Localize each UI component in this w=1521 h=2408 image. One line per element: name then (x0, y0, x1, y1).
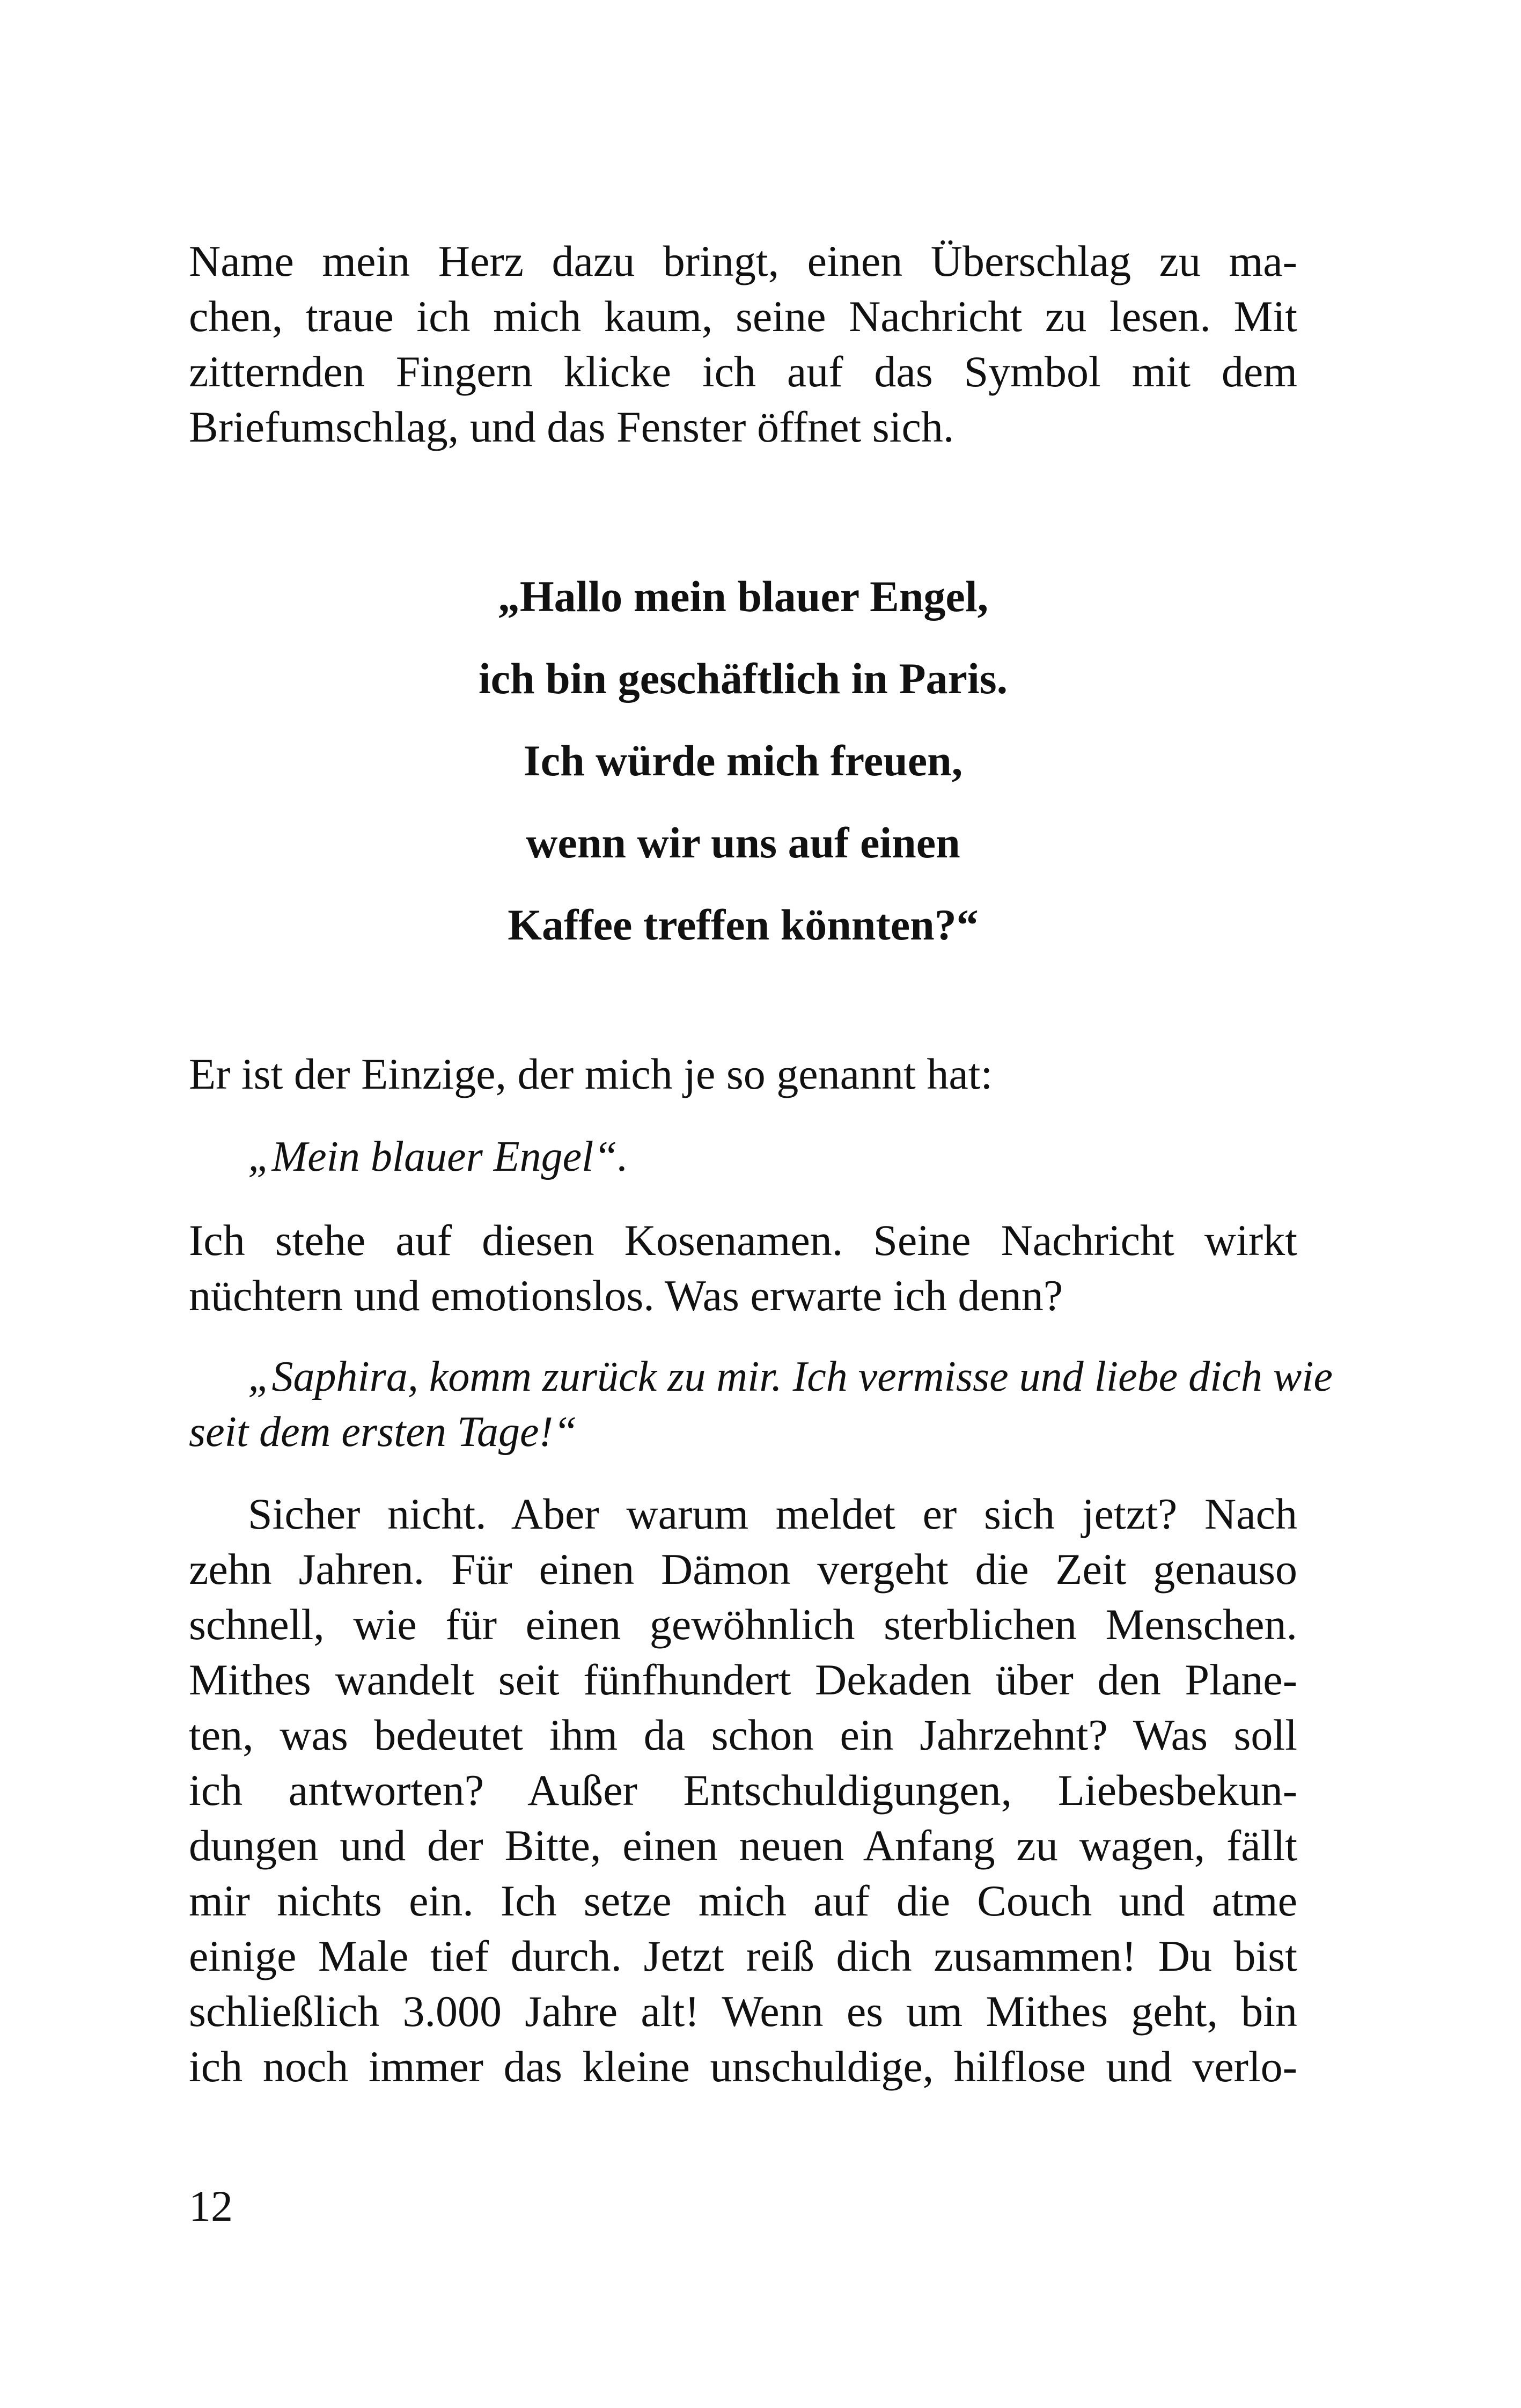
paragraph-sicher-nicht (189, 1486, 1297, 2094)
text-line: zitternden Fingern klicke ich auf das Symbol mit dem (189, 347, 1297, 396)
text-line: zehn Jahren. Für einen Dämon vergeht die Zeit genauso (189, 1545, 1297, 1594)
text-line: schnell, wie für einen gewöhnlich sterblichen Menschen. (189, 1600, 1297, 1649)
message-line: Kaffee treffen könnten?“ (508, 900, 979, 949)
text-line: ich antworten? Außer Entschuldigungen, Liebesbekun- (189, 1766, 1297, 1815)
paragraph-opening (189, 233, 1297, 454)
text-line: mir nichts ein. Ich setze mich auf die Couch und atme (189, 1876, 1297, 1925)
text-line: Briefumschlag, und das Fenster öffnet sich. (189, 402, 954, 451)
text-line: Mithes wandelt seit fünfhundert Dekaden über den Plane- (189, 1655, 1297, 1704)
message-line: ich bin geschäftlich in Paris. (478, 654, 1008, 703)
message-quote (189, 555, 1297, 966)
text-line: Name mein Herz dazu bringt, einen Überschlag zu ma- (189, 237, 1297, 285)
message-line: Ich würde mich freuen, (523, 736, 963, 785)
text-line: einige Male tief durch. Jetzt reiß dich zusammen! Du bist (189, 1932, 1297, 1980)
text-line: Sicher nicht. Aber warum meldet er sich jetzt? Nach (248, 1489, 1297, 1538)
text-line: seit dem ersten Tage!“ (189, 1408, 577, 1456)
text-line: ten, was bedeutet ihm da schon ein Jahrzehnt? Was soll (189, 1710, 1297, 1759)
text-line: ich noch immer das kleine unschuldige, hilflose und verlo- (189, 2042, 1297, 2091)
text-line: Ich stehe auf diesen Kosenamen. Seine Nachricht wirkt (189, 1216, 1297, 1265)
paragraph-kosenamen (189, 1213, 1297, 1323)
text-line: „Saphira, komm zurück zu mir. Ich vermisse und liebe dich wie (248, 1353, 1333, 1400)
message-line: „Hallo mein blauer Engel, (497, 572, 989, 621)
text-line: chen, traue ich mich kaum, seine Nachricht zu lesen. Mit (189, 292, 1297, 341)
message-line: wenn wir uns auf einen (526, 818, 960, 867)
page-number: 12 (189, 2182, 233, 2230)
italic-quote-saphira (189, 1349, 1333, 1460)
text-line: nüchtern und emotionslos. Was erwarte ich denn? (189, 1271, 1063, 1320)
text-line: dungen und der Bitte, einen neuen Anfang zu wagen, fällt (189, 1821, 1297, 1870)
italic-quote-engel: „Mein blauer Engel“. (248, 1133, 628, 1180)
paragraph-einzige: Er ist der Einzige, der mich je so genannt hat: (189, 1049, 993, 1098)
text-line: schließlich 3.000 Jahre alt! Wenn es um Mithes geht, bin (189, 1987, 1297, 2036)
